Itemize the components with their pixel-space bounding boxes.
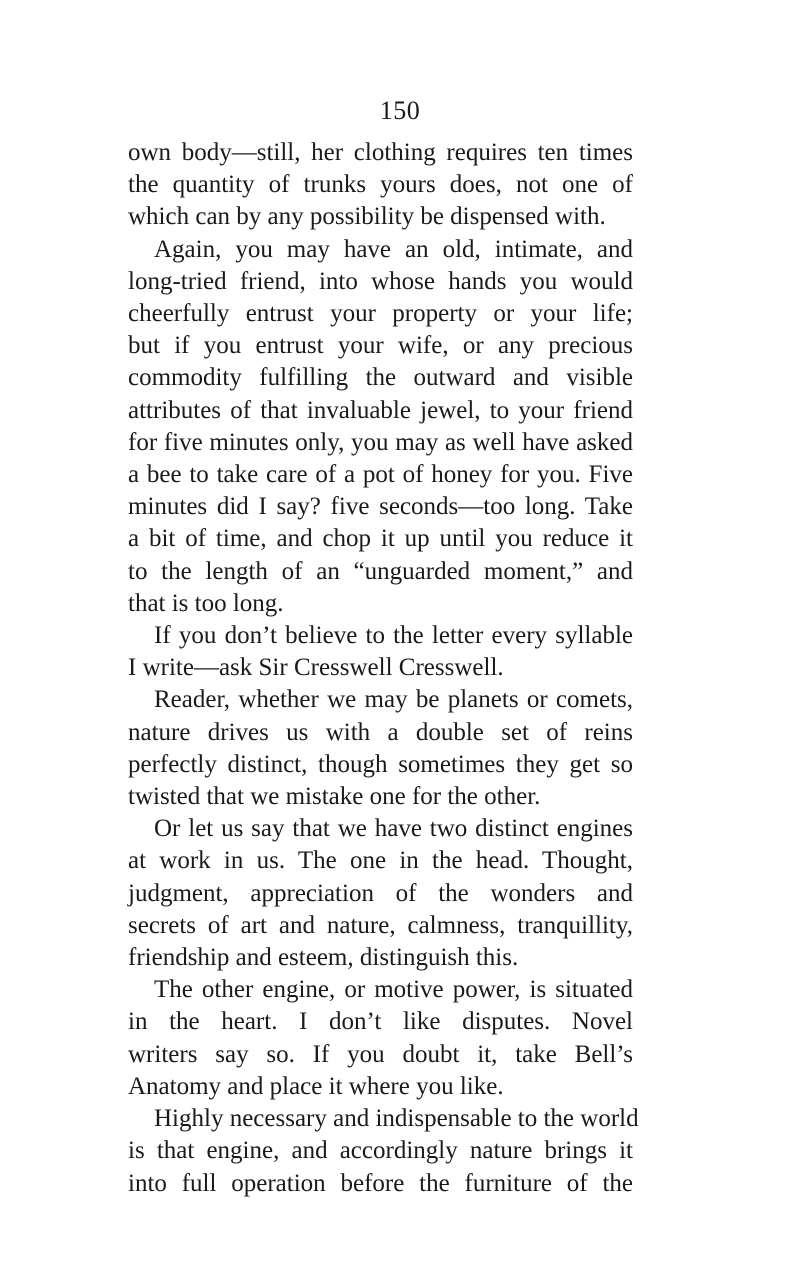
text-line: for five minutes only, you may as well have asked bbox=[128, 428, 633, 456]
text-line: writers say so. If you doubt it, take Bell’s bbox=[128, 1040, 633, 1068]
text-line: into full operation before the furniture of the bbox=[128, 1169, 633, 1197]
text-line: Or let us say that we have two distinct engines bbox=[154, 815, 633, 843]
text-line: attributes of that invaluable jewel, to your friend bbox=[128, 396, 633, 424]
body-text bbox=[128, 137, 639, 1200]
text-line: is that engine, and accordingly nature brings it bbox=[128, 1137, 633, 1165]
text-line: minutes did I say? five seconds—too long. Take bbox=[128, 493, 633, 521]
text-line: Anatomy and place it where you like. bbox=[128, 1072, 504, 1100]
text-line: twisted that we mistake one for the other. bbox=[128, 783, 541, 811]
text-line: that is too long. bbox=[128, 589, 284, 617]
text-line: judgment, appreciation of the wonders and bbox=[128, 879, 633, 907]
text-line: secrets of art and nature, calmness, tranquillity, bbox=[128, 911, 633, 939]
text-line: cheerfully entrust your property or your life; bbox=[128, 300, 633, 328]
text-line: long-tried friend, into whose hands you would bbox=[128, 267, 633, 295]
text-line: The other engine, or motive power, is situated bbox=[154, 976, 633, 1004]
text-line: Again, you may have an old, intimate, and bbox=[154, 235, 633, 263]
text-line: commodity fulfilling the outward and visible bbox=[128, 364, 633, 392]
text-line: but if you entrust your wife, or any precious bbox=[128, 332, 633, 360]
text-line: friendship and esteem, distinguish this. bbox=[128, 944, 519, 972]
text-line: perfectly distinct, though sometimes they get so bbox=[128, 750, 633, 778]
text-line: in the heart. I don’t like disputes. Novel bbox=[128, 1008, 633, 1036]
text-line: which can by any possibility be dispensed with. bbox=[128, 203, 606, 231]
text-line: a bit of time, and chop it up until you reduce it bbox=[128, 525, 633, 553]
text-line: If you don’t believe to the letter every syllable bbox=[154, 622, 633, 650]
text-line: at work in us. The one in the head. Thought, bbox=[128, 847, 633, 875]
text-line: to the length of an “unguarded moment,” and bbox=[128, 557, 633, 585]
text-line: the quantity of trunks yours does, not one of bbox=[128, 171, 633, 199]
text-line: nature drives us with a double set of reins bbox=[128, 718, 633, 746]
text-line: I write—ask Sir Cresswell Cresswell. bbox=[128, 654, 504, 682]
text-line: own body—still, her clothing requires ten times bbox=[128, 139, 633, 166]
page-number: 150 bbox=[379, 96, 421, 125]
text-line: Reader, whether we may be planets or comets, bbox=[154, 686, 633, 714]
text-line: Highly necessary and indispensable to the world bbox=[154, 1105, 639, 1133]
text-line: a bee to take care of a pot of honey for you. Five bbox=[128, 461, 633, 489]
